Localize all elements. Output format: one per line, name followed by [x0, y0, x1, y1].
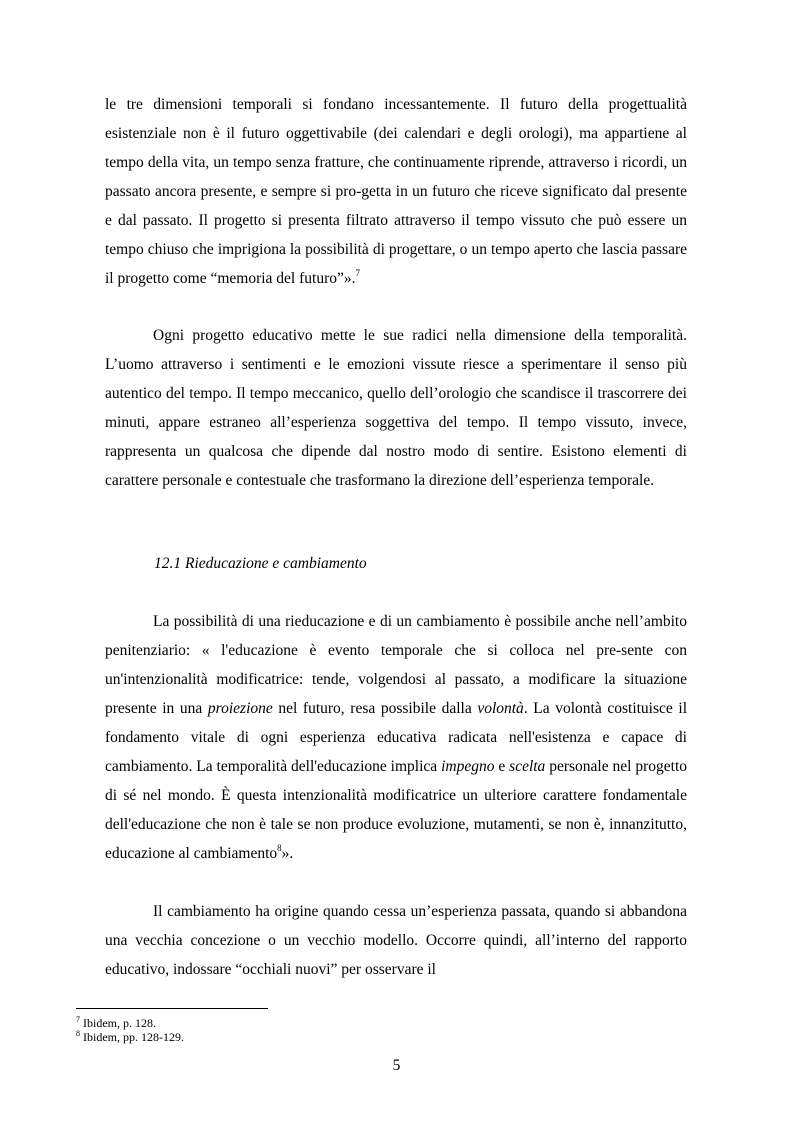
- paragraph-1-text: le tre dimensioni temporali si fondano incessantemente. Il futuro della progettualità esistenziale non è il futuro oggettivabile (dei calendari e degli orologi), ma appartiene al tempo della vita, un tempo senza fratture, che continuamente riprende, attraverso i ricordi, un passato ancora presente, e sempre si pro-getta in un futuro che riceve significato dal presente e dal passato. Il progetto si presenta filtrato attraverso il tempo vissuto che può essere un tempo chiuso che imprigiona la possibilità di progettare, o un tempo aperto che lascia passare il progetto come “memoria del futuro”».: [105, 96, 687, 287]
- footnote-number: 7: [76, 1015, 80, 1024]
- footnotes: [76, 1016, 184, 1044]
- paragraph-1: [105, 90, 687, 293]
- paragraph-2: [105, 321, 687, 495]
- footnote-7: [76, 1016, 184, 1030]
- footnote-ref-7: 7: [355, 268, 360, 278]
- paragraph-3-italic-scelta: scelta: [509, 758, 546, 775]
- page-number: 5: [392, 1057, 401, 1074]
- section-heading: 12.1 Rieducazione e cambiamento: [154, 555, 367, 572]
- footnote-text: Ibidem, p. 128.: [80, 1016, 156, 1030]
- paragraph-4: [105, 897, 687, 984]
- paragraph-3-italic-proiezione: proiezione: [207, 700, 273, 717]
- paragraph-2-text: Ogni progetto educativo mette le sue radici nella dimensione della temporalità. L’uomo attraverso i sentimenti e le emozioni vissute riesce a sperimentare il senso più autentico del tempo. Il tempo meccanico, quello dell’orologio che scandisce il trascorrere dei minuti, appare estraneo all’esperienza soggettiva del tempo. Il tempo vissuto, invece, rappresenta un qualcosa che dipende dal nostro modo di sentire. Esistono elementi di carattere personale e contestuale che trasformano la direzione dell’esperienza temporale.: [105, 327, 687, 489]
- paragraph-4-text: Il cambiamento ha origine quando cessa un’esperienza passata, quando si abbandona una vecchia concezione o un vecchio modello. Occorre quindi, all’interno del rapporto educativo, indossare “occhiali nuovi” per osservare il: [105, 903, 687, 978]
- paragraph-3-text-i: personale nel progetto di sé nel mondo. È questa intenzionalità modificatrice un ulteriore carattere fondamentale dell'educazione che non è tale se non produce evoluzione, mutamenti, se non è, innanzitutto, educazione al cambiamento: [105, 758, 688, 862]
- footnote-number: 8: [76, 1029, 80, 1038]
- paragraph-3-text-e: . La volontà costituisce il fondamento vitale di ogni esperienza educativa radicata nell'esistenza e capace di cambiamento. La temporalità dell'educazione implica: [105, 700, 687, 775]
- footnote-text: Ibidem, pp. 128-129.: [80, 1030, 184, 1044]
- paragraph-3-italic-volonta: volontà: [477, 700, 524, 717]
- footnote-8: [76, 1030, 184, 1044]
- paragraph-3-italic-impegno: impegno: [441, 758, 495, 775]
- paragraph-3-text-end: ».: [281, 845, 294, 862]
- paragraph-3: [105, 607, 687, 868]
- footnote-separator: [76, 1008, 268, 1009]
- paragraph-3-text-a: La possibilità di una rieducazione e di un cambiamento è possibile anche nell’ambito penitenziario: « l'educazione è evento temporale che si colloca nel pre-sente con un'intenzionalità modificatrice: tende, volgendosi al passato, a modificare la situazione presente in una: [105, 613, 687, 717]
- paragraph-3-text-g: e: [494, 758, 510, 775]
- paragraph-3-text-c: nel futuro, resa possibile dalla: [272, 700, 478, 717]
- footnote-ref-8: 8: [277, 843, 282, 853]
